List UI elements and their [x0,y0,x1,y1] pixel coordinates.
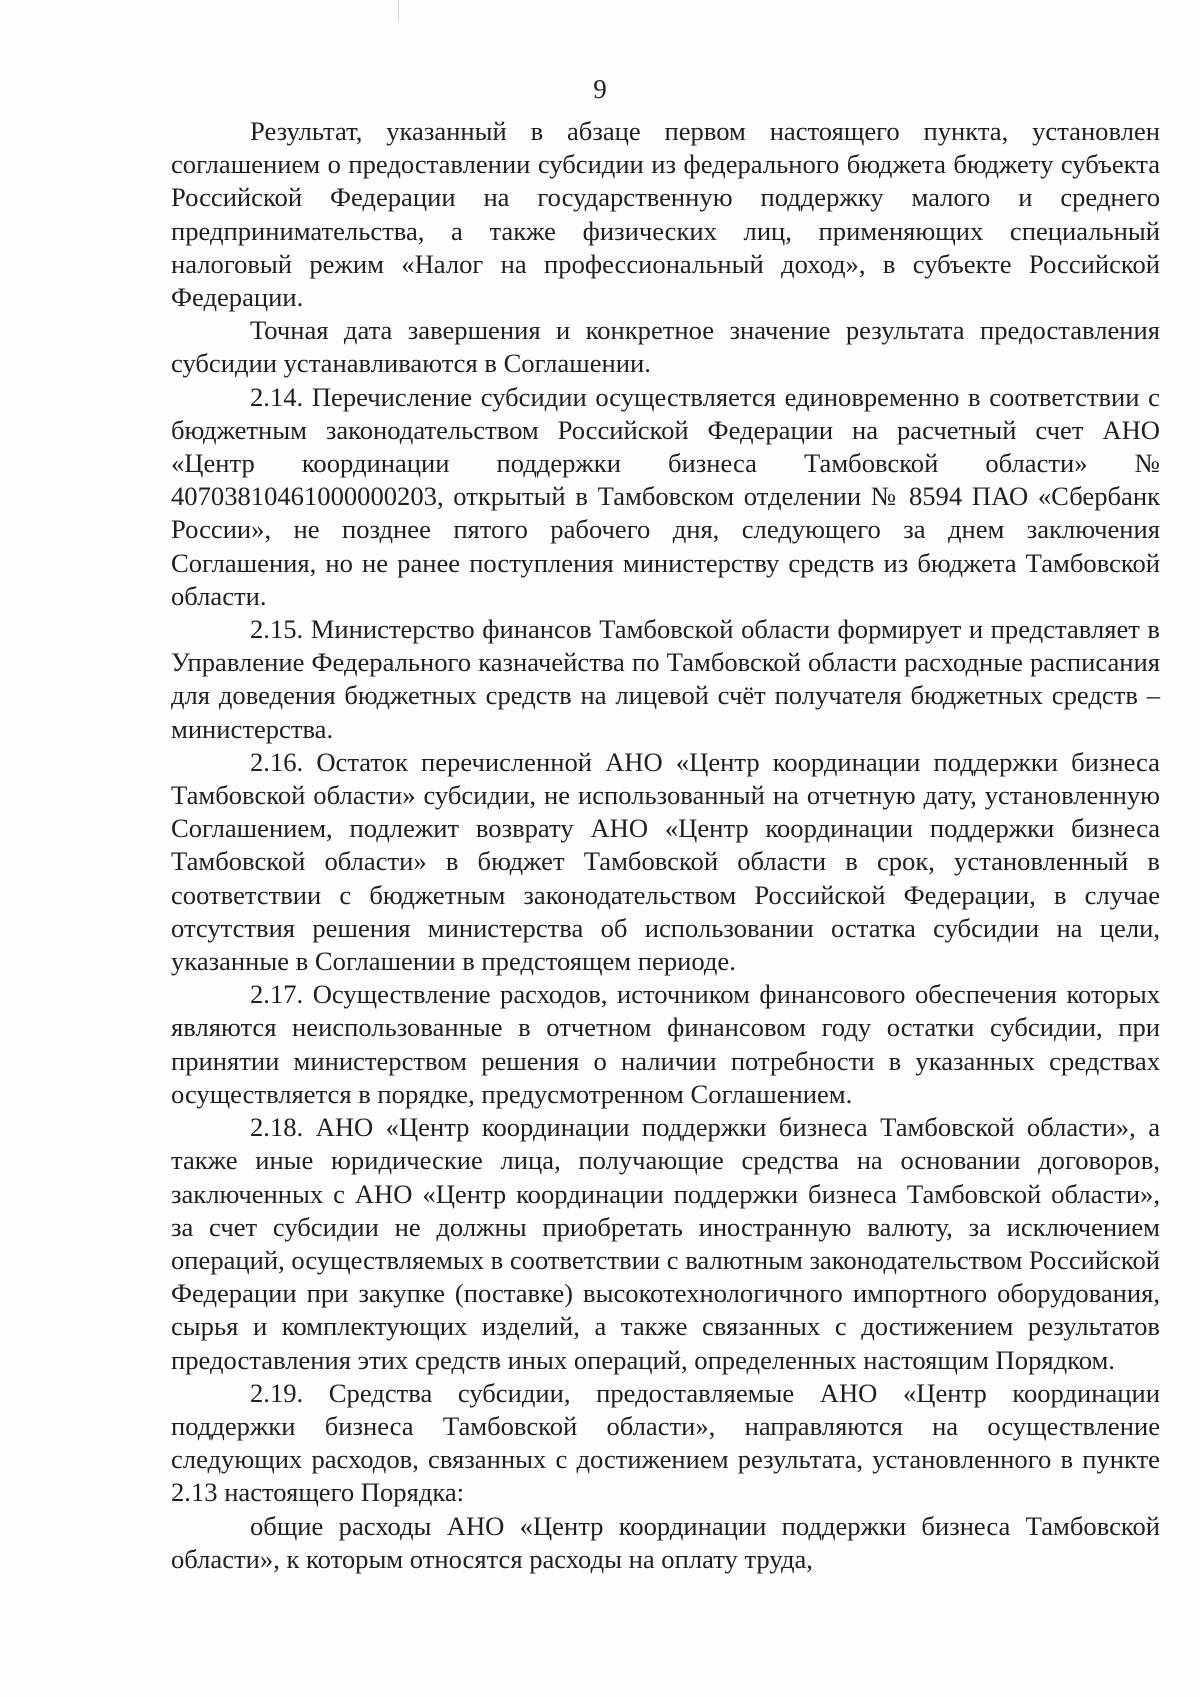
paragraph-completion-date: Точная дата завершения и конкретное значение результата предоставления субсидии устанавливаются в Соглашении. [171,315,1160,379]
paragraph-2-19: 2.19. Средства субсидии, предоставляемые АНО «Центр координации поддержки бизнеса Тамбовской области», направляются на осуществление следующих расходов, связанных с достижением результата, установленного в пункте 2.13 настоящего Порядка: [171,1377,1160,1508]
paragraph-2-15: 2.15. Министерство финансов Тамбовской области формирует и представляет в Управление Федерального казначейства по Тамбовской области расходные расписания для доведения бюджетных средств на лицевой счёт получателя бюджетных средств – министерства. [171,614,1160,744]
page-number: 9 [593,74,607,104]
paragraph-2-17: 2.17. Осуществление расходов, источником финансового обеспечения которых являются неиспользованные в отчетном финансовом году остатки субсидии, при принятии министерством решения о наличии потребности в указанных средствах осуществляется в порядке, предусмотренном Соглашением. [171,979,1160,1109]
paragraph-2-18: 2.18. АНО «Центр координации поддержки бизнеса Тамбовской области», а также иные юридические лица, получающие средства на основании договоров, заключенных с АНО «Центр координации поддержки бизнеса Тамбовской области», за счет субсидии не должны приобретать иностранную валюту, за исключением операций, осуществляемых в соответствии с валютным законодательством Российской Федерации при закупке (поставке) высокотехнологичного импортного оборудования, сырья и комплектующих изделий, а также связанных с достижением результатов предоставления этих средств иных операций, определенных настоящим Порядком. [171,1112,1160,1375]
paragraph-2-16: 2.16. Остаток перечисленной АНО «Центр координации поддержки бизнеса Тамбовской области» субсидии, не использованный на отчетную дату, установленную Соглашением, подлежит возврату АНО «Центр координации поддержки бизнеса Тамбовской области» в бюджет Тамбовской области в срок, установленный в соответствии с бюджетным законодательством Российской Федерации, в случае отсутствия решения министерства об использовании остатка субсидии на цели, указанные в Соглашении в предстоящем периоде. [171,746,1160,977]
scan-artifact-line [398,0,399,22]
paragraph-2-14: 2.14. Перечисление субсидии осуществляется единовременно в соответствии с бюджетным законодательством Российской Федерации на расчетный счет АНО «Центр координации поддержки бизнеса Тамбовской области» № 40703810461000000203, открытый в Тамбовском отделении № 8594 ПАО «Сбербанк России», не позднее пятого рабочего дня, следующего за днем заключения Соглашения, но не ранее поступления министерству средств из бюджета Тамбовской области. [171,381,1160,611]
paragraph-result: Результат, указанный в абзаце первом настоящего пункта, установлен соглашением о предоставлении субсидии из федерального бюджета бюджету субъекта Российской Федерации на государственную поддержку малого и среднего предпринимательства, а также физических лиц, применяющих специальный налоговый режим «Налог на профессиональный доход», в субъекте Российской Федерации. [171,116,1160,313]
document-body [171,115,1160,1576]
paragraph-general-expenses: общие расходы АНО «Центр координации поддержки бизнеса Тамбовской области», к которым относятся расходы на оплату труда, [171,1510,1160,1574]
